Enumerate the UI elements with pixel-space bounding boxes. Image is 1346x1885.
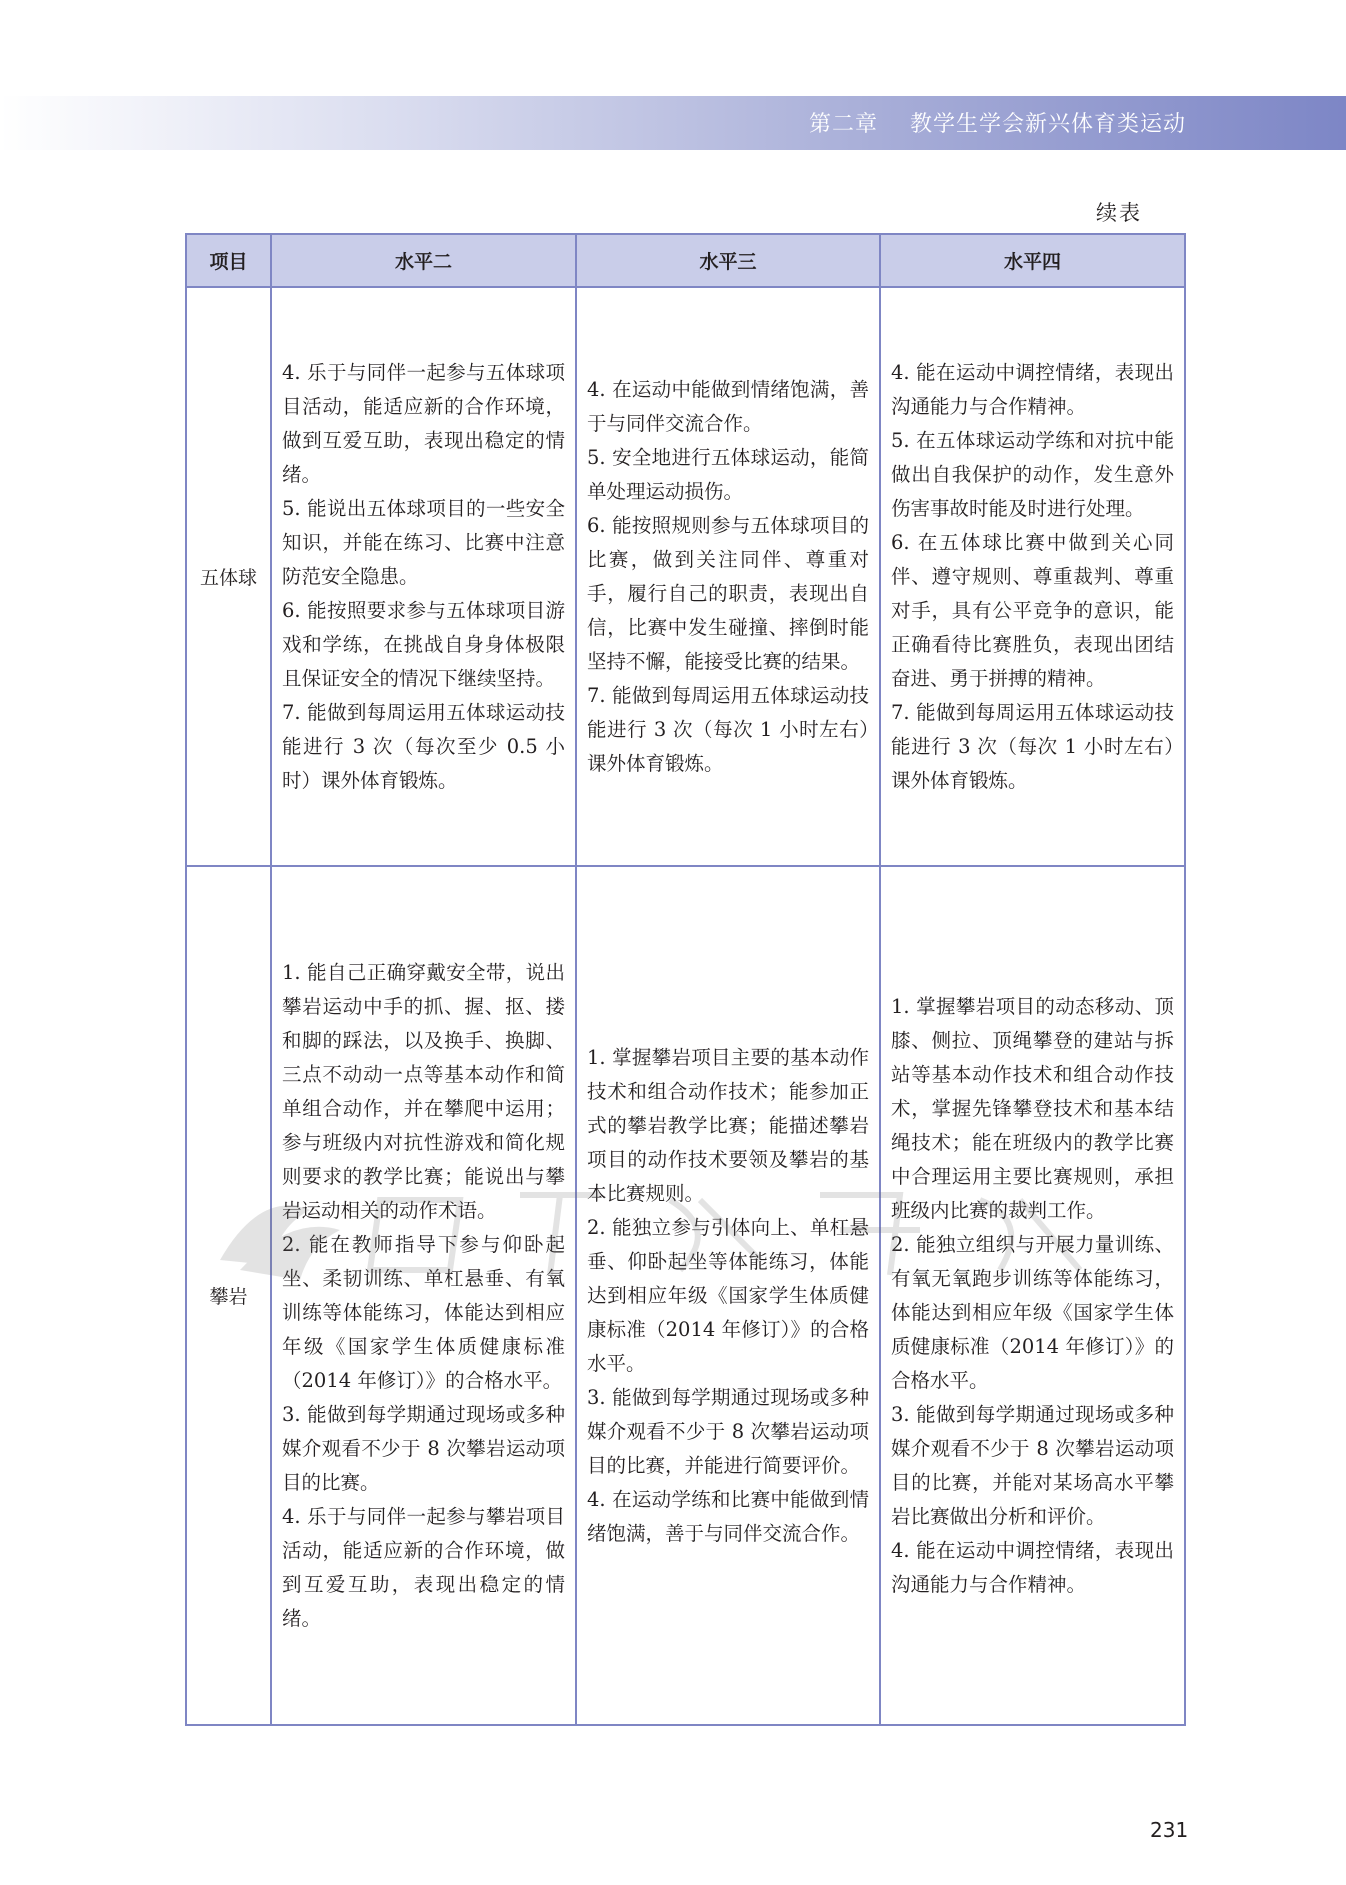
header-level-3: 水平三 [576,234,880,287]
standard-item: 4. 能在运动中调控情绪，表现出沟通能力与合作精神。 [891,1538,1174,1596]
standard-item: 7. 能做到每周运用五体球运动技能进行 3 次（每次 1 小时左右）课外体育锻炼。 [891,700,1174,792]
header-item: 项目 [186,234,271,287]
row-item-label: 五体球 [186,287,271,866]
standard-item: 7. 能做到每周运用五体球运动技能进行 3 次（每次 1 小时左右）课外体育锻炼。 [587,683,869,775]
level-4-cell [880,866,1185,1725]
header-level-2: 水平二 [271,234,576,287]
standard-item: 1. 掌握攀岩项目主要的基本动作技术和组合动作技术；能参加正式的攀岩教学比赛；能描述攀岩项目的动作技术要领及攀岩的基本比赛规则。 [587,1045,869,1205]
level-3-cell [576,287,880,866]
standard-item: 5. 在五体球运动学练和对抗中能做出自我保护的动作，发生意外伤害事故时能及时进行处理。 [891,428,1174,520]
chapter-title: 第二章 教学生学会新兴体育类运动 [809,112,1186,137]
standard-item: 3. 能做到每学期通过现场或多种媒介观看不少于 8 次攀岩运动项目的比赛。 [282,1402,565,1494]
header-level-4: 水平四 [880,234,1185,287]
standard-item: 4. 乐于与同伴一起参与攀岩项目活动，能适应新的合作环境，做到互爱互助，表现出稳定的情绪。 [282,1504,565,1630]
continued-table-label: 续表 [1096,201,1142,225]
page-number: 231 [1150,1818,1189,1842]
standard-item: 5. 能说出五体球项目的一些安全知识，并能在练习、比赛中注意防范安全隐患。 [282,496,565,588]
standard-item: 1. 能自己正确穿戴安全带，说出攀岩运动中手的抓、握、抠、搂和脚的踩法，以及换手、换脚、三点不动动一点等基本动作和简单组合动作，并在攀爬中运用；参与班级内对抗性游戏和简化规则要求的教学比赛；能说出与攀岩运动相关的动作术语。 [282,960,565,1222]
standard-item: 4. 在运动学练和比赛中能做到情绪饱满，善于与同伴交流合作。 [587,1487,869,1545]
level-3-cell [576,866,880,1725]
standard-item: 4. 能在运动中调控情绪，表现出沟通能力与合作精神。 [891,360,1174,418]
standard-item: 7. 能做到每周运用五体球运动技能进行 3 次（每次至少 0.5 小时）课外体育锻炼。 [282,700,565,792]
standard-item: 6. 能按照规则参与五体球项目的比赛，做到关注同伴、尊重对手，履行自己的职责，表现出自信，比赛中发生碰撞、摔倒时能坚持不懈，能接受比赛的结果。 [587,513,869,673]
table-row [186,866,1185,1725]
standard-item: 2. 能在教师指导下参与仰卧起坐、柔韧训练、单杠悬垂、有氧训练等体能练习，体能达到相应年级《国家学生体质健康标准（2014 年修订）》的合格水平。 [282,1232,565,1392]
level-2-cell [271,287,576,866]
standard-item: 2. 能独立组织与开展力量训练、有氧无氧跑步训练等体能练习，体能达到相应年级《国家学生体质健康标准（2014 年修订）》的合格水平。 [891,1232,1174,1392]
level-2-cell [271,866,576,1725]
curriculum-standards-table [185,233,1186,1726]
level-4-cell [880,287,1185,866]
standard-item: 4. 乐于与同伴一起参与五体球项目活动，能适应新的合作环境，做到互爱互助，表现出稳定的情绪。 [282,360,565,486]
standard-item: 6. 能按照要求参与五体球项目游戏和学练，在挑战自身身体极限且保证安全的情况下继续坚持。 [282,598,565,690]
standard-item: 4. 在运动中能做到情绪饱满，善于与同伴交流合作。 [587,377,869,435]
standard-item: 5. 安全地进行五体球运动，能简单处理运动损伤。 [587,445,869,503]
table-header-row [186,234,1185,287]
table-row [186,287,1185,866]
standard-item: 3. 能做到每学期通过现场或多种媒介观看不少于 8 次攀岩运动项目的比赛，并能对某场高水平攀岩比赛做出分析和评价。 [891,1402,1174,1528]
standard-item: 1. 掌握攀岩项目的动态移动、顶膝、侧拉、顶绳攀登的建站与拆站等基本动作技术和组合动作技术，掌握先锋攀登技术和基本结绳技术；能在班级内的教学比赛中合理运用主要比赛规则，承担班级内比赛的裁判工作。 [891,994,1174,1222]
row-item-label: 攀岩 [186,866,271,1725]
standard-item: 2. 能独立参与引体向上、单杠悬垂、仰卧起坐等体能练习，体能达到相应年级《国家学生体质健康标准（2014 年修订）》的合格水平。 [587,1215,869,1375]
standard-item: 6. 在五体球比赛中做到关心同伴、遵守规则、尊重裁判、尊重对手，具有公平竞争的意识，能正确看待比赛胜负，表现出团结奋进、勇于拼搏的精神。 [891,530,1174,690]
standard-item: 3. 能做到每学期通过现场或多种媒介观看不少于 8 次攀岩运动项目的比赛，并能进行简要评价。 [587,1385,869,1477]
